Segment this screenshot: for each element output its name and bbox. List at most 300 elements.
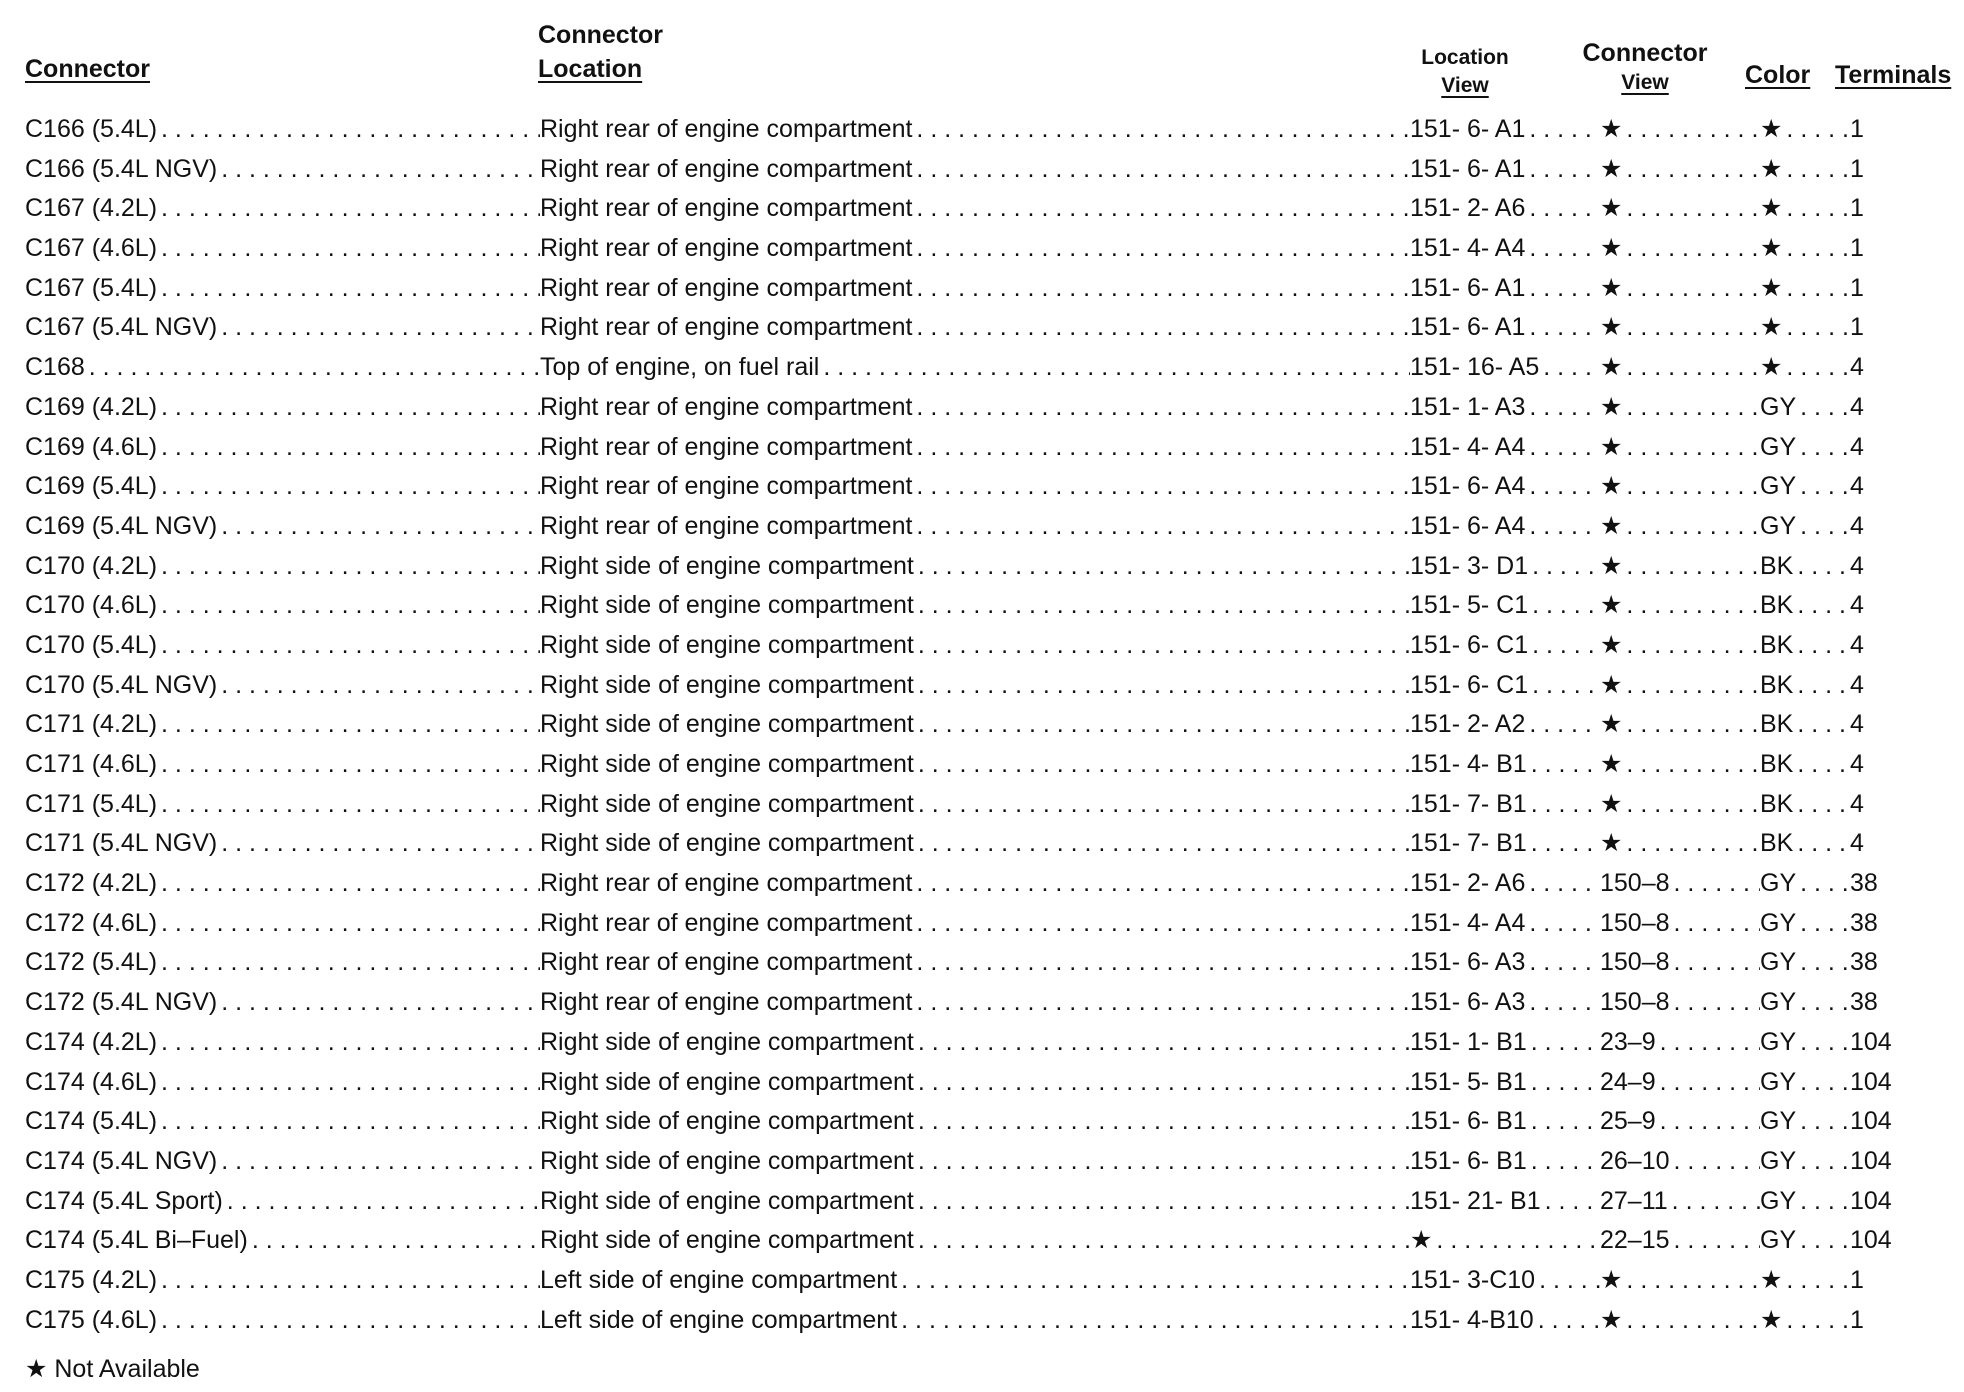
cell-terminals-text: 4	[1850, 353, 1864, 382]
cell-connector	[25, 705, 540, 745]
cell-connector-view-text: 150–8	[1600, 869, 1670, 898]
cell-color-text: GY	[1760, 1186, 1797, 1215]
cell-location-view-text: 151- 7- B1	[1410, 829, 1527, 858]
cell-connector-view-text: ★	[1600, 353, 1623, 382]
cell-location	[540, 189, 1410, 229]
cell-terminals-text: 4	[1850, 392, 1864, 421]
cell-connector-text: C169 (5.4L)	[25, 472, 158, 501]
dot-leader	[1796, 1102, 1850, 1142]
cell-location-text: Right side of engine compartment	[540, 710, 914, 739]
table-row	[25, 507, 1945, 547]
dot-leader	[157, 547, 540, 587]
dot-leader	[912, 428, 1410, 468]
dot-leader	[157, 1023, 540, 1063]
cell-connector-view	[1600, 388, 1760, 428]
dot-leader	[1793, 824, 1850, 864]
cell-terminals-text: 104	[1850, 1146, 1892, 1175]
dot-leader	[912, 110, 1410, 150]
cell-location	[540, 904, 1410, 944]
cell-color-text: BK	[1760, 789, 1794, 818]
cell-terminals-text: 1	[1850, 154, 1864, 183]
cell-connector-view	[1600, 586, 1760, 626]
cell-connector-text: C170 (4.2L)	[25, 551, 158, 580]
table-row	[25, 705, 1945, 745]
cell-location	[540, 983, 1410, 1023]
dot-leader	[1527, 1063, 1600, 1103]
cell-connector	[25, 507, 540, 547]
cell-location-view-text: 151- 6- A3	[1410, 948, 1526, 977]
dot-leader	[1525, 388, 1600, 428]
cell-connector-view	[1600, 467, 1760, 507]
cell-location	[540, 1301, 1410, 1341]
cell-location-view	[1410, 189, 1600, 229]
dot-leader	[1793, 705, 1850, 745]
cell-connector-text: C174 (5.4L Bi–Fuel)	[25, 1226, 248, 1255]
cell-connector	[25, 1142, 540, 1182]
table-row	[25, 428, 1945, 468]
cell-location-view	[1410, 785, 1600, 825]
cell-connector-view-text: ★	[1600, 194, 1623, 223]
cell-location-view	[1410, 864, 1600, 904]
cell-connector-text: C167 (5.4L)	[25, 273, 158, 302]
dot-leader	[1796, 904, 1850, 944]
dot-leader	[914, 785, 1410, 825]
dot-leader	[1622, 1261, 1760, 1301]
cell-connector-text: C171 (4.2L)	[25, 710, 158, 739]
cell-connector	[25, 547, 540, 587]
dot-leader	[1541, 1182, 1600, 1222]
dot-leader	[248, 1221, 540, 1261]
dot-leader	[157, 388, 540, 428]
cell-connector-view	[1600, 1182, 1760, 1222]
cell-location-view	[1410, 507, 1600, 547]
dot-leader	[1796, 507, 1850, 547]
cell-terminals	[1850, 586, 1945, 626]
dot-leader	[1525, 904, 1600, 944]
dot-leader	[217, 507, 540, 547]
cell-connector-view	[1600, 745, 1760, 785]
cell-terminals	[1850, 110, 1945, 150]
cell-color	[1760, 189, 1850, 229]
cell-connector-text: C167 (5.4L NGV)	[25, 313, 218, 342]
cell-location-view	[1410, 705, 1600, 745]
cell-location-view	[1410, 1023, 1600, 1063]
cell-color	[1760, 864, 1850, 904]
cell-color-text: ★	[1760, 115, 1783, 143]
dot-leader	[1782, 348, 1850, 388]
cell-terminals	[1850, 269, 1945, 309]
cell-location	[540, 308, 1410, 348]
cell-terminals-text: 38	[1850, 869, 1878, 898]
table-row	[25, 1063, 1945, 1103]
cell-color-text: ★	[1760, 313, 1783, 342]
cell-terminals-text: 104	[1850, 1027, 1892, 1056]
cell-location-text: Right side of engine compartment	[540, 551, 914, 580]
cell-terminals	[1850, 1301, 1945, 1341]
table-row	[25, 1261, 1945, 1301]
cell-color	[1760, 269, 1850, 309]
cell-terminals-text: 1	[1850, 194, 1864, 223]
table-row	[25, 388, 1945, 428]
cell-connector-view	[1600, 308, 1760, 348]
cell-connector-view-text: 150–8	[1600, 988, 1670, 1017]
cell-connector-text: C169 (5.4L NGV)	[25, 511, 218, 540]
cell-location-view	[1410, 1221, 1600, 1261]
cell-connector	[25, 586, 540, 626]
cell-location-view-text: 151- 2- A6	[1410, 869, 1526, 898]
cell-color	[1760, 1221, 1850, 1261]
cell-location	[540, 467, 1410, 507]
cell-terminals-text: 4	[1850, 630, 1864, 659]
cell-connector-text: C172 (4.6L)	[25, 908, 158, 937]
cell-location-view	[1410, 150, 1600, 190]
dot-leader	[1782, 269, 1850, 309]
dot-leader	[1796, 1221, 1850, 1261]
dot-leader	[1525, 428, 1600, 468]
cell-connector-view-text: ★	[1600, 750, 1623, 778]
dot-leader	[1622, 626, 1760, 666]
cell-color-text: GY	[1760, 908, 1797, 937]
cell-connector-text: C167 (4.2L)	[25, 194, 158, 223]
cell-location	[540, 1102, 1410, 1142]
cell-location	[540, 547, 1410, 587]
cell-connector-view-text: ★	[1600, 115, 1623, 143]
cell-color	[1760, 745, 1850, 785]
cell-location-view-text: 151- 6- B1	[1410, 1146, 1527, 1175]
dot-leader	[1668, 1182, 1760, 1222]
cell-color	[1760, 507, 1850, 547]
cell-terminals	[1850, 1221, 1945, 1261]
cell-connector-view-text: 25–9	[1600, 1107, 1656, 1136]
cell-connector-view	[1600, 666, 1760, 706]
dot-leader	[912, 150, 1410, 190]
cell-connector	[25, 1221, 540, 1261]
cell-connector-view-text: ★	[1600, 432, 1623, 461]
cell-location-view-text: 151- 4- B1	[1410, 750, 1527, 778]
header-connector-location-line2: Location	[538, 55, 643, 83]
cell-location-view-text: 151- 6- A4	[1410, 511, 1526, 540]
cell-color-text: GY	[1760, 988, 1797, 1017]
cell-connector	[25, 904, 540, 944]
dot-leader	[1527, 1023, 1600, 1063]
cell-location-view	[1410, 467, 1600, 507]
cell-location-view	[1410, 626, 1600, 666]
cell-location-view-text: 151- 3- D1	[1410, 551, 1529, 580]
cell-color	[1760, 1102, 1850, 1142]
cell-color-text: BK	[1760, 551, 1794, 580]
cell-connector	[25, 785, 540, 825]
cell-location-view-text: 151- 21- B1	[1410, 1186, 1541, 1215]
cell-connector	[25, 1023, 540, 1063]
cell-connector	[25, 269, 540, 309]
cell-color	[1760, 229, 1850, 269]
cell-connector-view	[1600, 1221, 1760, 1261]
dot-leader	[914, 1182, 1410, 1222]
dot-leader	[157, 626, 540, 666]
dot-leader	[1796, 1063, 1850, 1103]
dot-leader	[819, 348, 1410, 388]
dot-leader	[1796, 388, 1850, 428]
dot-leader	[914, 586, 1410, 626]
cell-connector-view-text: ★	[1600, 313, 1623, 342]
header-location-view	[1405, 44, 1525, 100]
cell-connector-text: C169 (4.6L)	[25, 432, 158, 461]
cell-color	[1760, 904, 1850, 944]
cell-location	[540, 785, 1410, 825]
cell-location-text: Right side of engine compartment	[540, 1067, 914, 1096]
cell-connector-view	[1600, 150, 1760, 190]
cell-color-text: GY	[1760, 1067, 1797, 1096]
cell-color	[1760, 1261, 1850, 1301]
cell-connector	[25, 864, 540, 904]
cell-connector-text: C171 (4.6L)	[25, 750, 158, 778]
cell-color-text: GY	[1760, 472, 1797, 501]
cell-connector-view	[1600, 705, 1760, 745]
table-row	[25, 824, 1945, 864]
dot-leader	[157, 189, 540, 229]
cell-connector-view	[1600, 824, 1760, 864]
dot-leader	[157, 785, 540, 825]
cell-connector-text: C170 (5.4L NGV)	[25, 670, 218, 699]
cell-location	[540, 626, 1410, 666]
cell-location-text: Right rear of engine compartment	[540, 273, 913, 302]
cell-location-view	[1410, 943, 1600, 983]
dot-leader	[1793, 745, 1850, 785]
table-row	[25, 943, 1945, 983]
dot-leader	[217, 1142, 540, 1182]
cell-location-view-text: 151- 16- A5	[1410, 353, 1540, 382]
cell-connector-text: C170 (4.6L)	[25, 591, 158, 620]
cell-location-view-text: 151- 6- B1	[1410, 1107, 1527, 1136]
cell-connector-view-text: 24–9	[1600, 1067, 1656, 1096]
cell-terminals-text: 38	[1850, 948, 1878, 977]
dot-leader	[1796, 943, 1850, 983]
dot-leader	[1622, 150, 1760, 190]
cell-location-view-text: 151- 6- A3	[1410, 988, 1526, 1017]
cell-location-view	[1410, 1063, 1600, 1103]
cell-color	[1760, 467, 1850, 507]
header-color: Color	[1745, 61, 1811, 89]
cell-connector-view-text: ★	[1600, 511, 1623, 540]
dot-leader	[1528, 666, 1600, 706]
table-row	[25, 348, 1945, 388]
cell-color	[1760, 666, 1850, 706]
cell-location-text: Right side of engine compartment	[540, 630, 914, 659]
cell-location-text: Right rear of engine compartment	[540, 115, 913, 143]
cell-connector-view-text: ★	[1600, 829, 1623, 858]
cell-terminals	[1850, 745, 1945, 785]
cell-connector	[25, 1301, 540, 1341]
cell-location-view	[1410, 824, 1600, 864]
dot-leader	[912, 983, 1410, 1023]
cell-location	[540, 1261, 1410, 1301]
cell-location-view	[1410, 348, 1600, 388]
dot-leader	[1782, 110, 1850, 150]
dot-leader	[1622, 824, 1760, 864]
cell-location-text: Right side of engine compartment	[540, 750, 914, 778]
dot-leader	[912, 943, 1410, 983]
cell-color	[1760, 1142, 1850, 1182]
cell-color-text: GY	[1760, 1107, 1797, 1136]
cell-color	[1760, 428, 1850, 468]
dot-leader	[1670, 1142, 1760, 1182]
cell-connector	[25, 1182, 540, 1222]
dot-leader	[217, 666, 540, 706]
dot-leader	[1528, 626, 1600, 666]
dot-leader	[1527, 745, 1600, 785]
cell-color-text: ★	[1760, 353, 1783, 382]
cell-connector-view	[1600, 785, 1760, 825]
dot-leader	[1527, 785, 1600, 825]
table-row	[25, 1142, 1945, 1182]
cell-terminals-text: 104	[1850, 1107, 1892, 1136]
cell-location-view	[1410, 745, 1600, 785]
cell-connector	[25, 1063, 540, 1103]
cell-location-text: Right rear of engine compartment	[540, 234, 913, 263]
table-row	[25, 983, 1945, 1023]
cell-location-view-text: 151- 6- A1	[1410, 273, 1526, 302]
table-row	[25, 1023, 1945, 1063]
table-row	[25, 586, 1945, 626]
dot-leader	[1525, 229, 1600, 269]
dot-leader	[912, 904, 1410, 944]
dot-leader	[217, 150, 540, 190]
cell-location-view-text: ★	[1410, 1226, 1433, 1255]
dot-leader	[1656, 1102, 1760, 1142]
dot-leader	[1432, 1221, 1600, 1261]
cell-terminals	[1850, 785, 1945, 825]
cell-location-view	[1410, 388, 1600, 428]
dot-leader	[1534, 1301, 1600, 1341]
cell-connector-view	[1600, 626, 1760, 666]
cell-location	[540, 348, 1410, 388]
table-row	[25, 864, 1945, 904]
cell-location	[540, 110, 1410, 150]
dot-leader	[157, 943, 540, 983]
dot-leader	[914, 1221, 1410, 1261]
cell-color	[1760, 824, 1850, 864]
cell-terminals	[1850, 983, 1945, 1023]
cell-terminals	[1850, 824, 1945, 864]
dot-leader	[157, 1301, 540, 1341]
dot-leader	[1622, 110, 1760, 150]
cell-location-view	[1410, 428, 1600, 468]
dot-leader	[1796, 1142, 1850, 1182]
dot-leader	[1525, 864, 1600, 904]
cell-connector	[25, 626, 540, 666]
cell-location-view-text: 151- 4-B10	[1410, 1305, 1534, 1334]
cell-connector-view-text: 23–9	[1600, 1027, 1656, 1056]
cell-terminals	[1850, 864, 1945, 904]
dot-leader	[1622, 666, 1760, 706]
dot-leader	[912, 507, 1410, 547]
cell-location-text: Left side of engine compartment	[540, 1265, 898, 1294]
cell-connector-text: C175 (4.2L)	[25, 1265, 158, 1294]
cell-connector-view	[1600, 269, 1760, 309]
dot-leader	[912, 308, 1410, 348]
cell-color	[1760, 110, 1850, 150]
header-connector-view-line1: Connector	[1582, 39, 1708, 67]
cell-color	[1760, 1063, 1850, 1103]
cell-connector-text: C174 (4.2L)	[25, 1027, 158, 1056]
cell-location-text: Right rear of engine compartment	[540, 988, 913, 1017]
cell-terminals-text: 38	[1850, 908, 1878, 937]
dot-leader	[1539, 348, 1600, 388]
dot-leader	[1622, 547, 1760, 587]
cell-location-view	[1410, 1301, 1600, 1341]
cell-location-text: Right side of engine compartment	[540, 1186, 914, 1215]
cell-terminals	[1850, 626, 1945, 666]
header-connector-location-line1: Connector	[538, 21, 663, 49]
cell-color	[1760, 547, 1850, 587]
dot-leader	[1670, 904, 1760, 944]
cell-location	[540, 229, 1410, 269]
cell-connector-view	[1600, 547, 1760, 587]
dot-leader	[1782, 189, 1850, 229]
cell-connector	[25, 150, 540, 190]
cell-location-view-text: 151- 4- A4	[1410, 908, 1526, 937]
dot-leader	[914, 626, 1410, 666]
table-row	[25, 269, 1945, 309]
cell-terminals	[1850, 666, 1945, 706]
cell-location-view-text: 151- 6- A1	[1410, 154, 1526, 183]
dot-leader	[217, 824, 540, 864]
cell-color	[1760, 308, 1850, 348]
cell-terminals-text: 1	[1850, 115, 1864, 143]
cell-connector-view-text: ★	[1600, 154, 1623, 183]
cell-color	[1760, 943, 1850, 983]
cell-terminals-text: 1	[1850, 1265, 1864, 1294]
cell-connector-text: C167 (4.6L)	[25, 234, 158, 263]
cell-location	[540, 943, 1410, 983]
cell-location-view	[1410, 1261, 1600, 1301]
cell-terminals	[1850, 904, 1945, 944]
cell-color-text: ★	[1760, 273, 1783, 302]
cell-location-view	[1410, 229, 1600, 269]
dot-leader	[157, 467, 540, 507]
cell-color	[1760, 586, 1850, 626]
cell-location-text: Right rear of engine compartment	[540, 432, 913, 461]
dot-leader	[1527, 1102, 1600, 1142]
cell-connector	[25, 745, 540, 785]
cell-location-view-text: 151- 6- A1	[1410, 313, 1526, 342]
cell-color	[1760, 626, 1850, 666]
cell-location-view-text: 151- 1- B1	[1410, 1027, 1527, 1056]
table-row	[25, 1301, 1945, 1341]
dot-leader	[85, 348, 540, 388]
cell-connector-view-text: ★	[1600, 551, 1623, 580]
cell-location	[540, 150, 1410, 190]
header-connector-view-line2: View	[1621, 71, 1669, 94]
cell-terminals-text: 4	[1850, 750, 1864, 778]
dot-leader	[1670, 943, 1760, 983]
cell-location-text: Right rear of engine compartment	[540, 472, 913, 501]
cell-connector-view-text: ★	[1600, 234, 1623, 263]
cell-terminals-text: 104	[1850, 1226, 1892, 1255]
cell-color-text: GY	[1760, 869, 1797, 898]
cell-terminals	[1850, 547, 1945, 587]
cell-color-text: ★	[1760, 194, 1783, 223]
cell-connector-view-text: 150–8	[1600, 948, 1670, 977]
cell-location-text: Right rear of engine compartment	[540, 154, 913, 183]
cell-color	[1760, 388, 1850, 428]
cell-location	[540, 428, 1410, 468]
dot-leader	[1525, 467, 1600, 507]
cell-location	[540, 1063, 1410, 1103]
dot-leader	[157, 1063, 540, 1103]
cell-connector-view	[1600, 1261, 1760, 1301]
cell-location-text: Right rear of engine compartment	[540, 313, 913, 342]
